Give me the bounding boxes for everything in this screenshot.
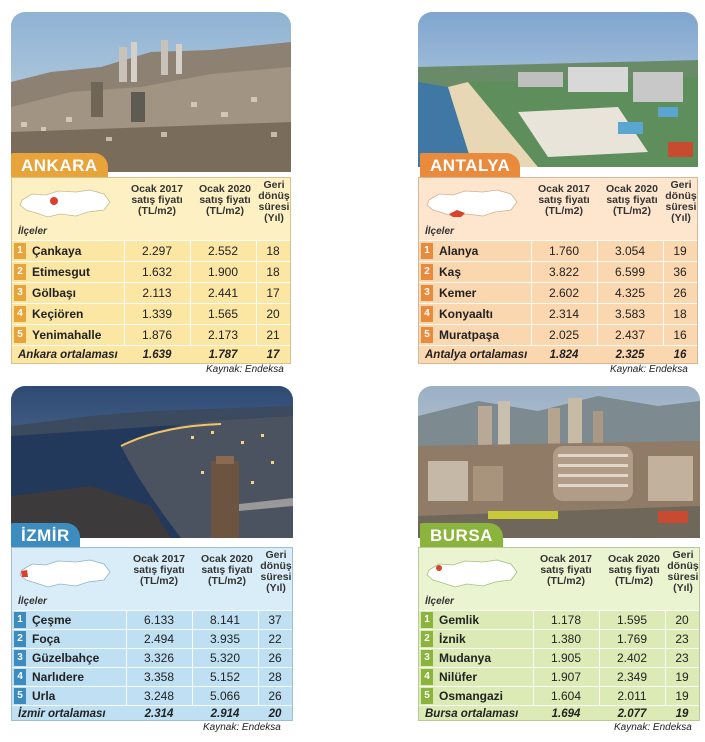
ilceler-label: İlçeler xyxy=(425,596,454,607)
city-title-ankara: ANKARA xyxy=(11,153,108,179)
col-2017-header: Ocak 2017 satış fiyatı (TL/m2) xyxy=(540,553,592,587)
table-header xyxy=(12,178,290,240)
turkey-map-icon xyxy=(425,186,520,222)
table-row: 2 Etimesgut 1.632 1.900 18 xyxy=(12,261,290,282)
table-rows xyxy=(12,240,290,366)
source-label: Kaynak: Endeksa xyxy=(206,364,284,375)
turkey-map-icon xyxy=(18,186,113,222)
table-row: 1 Gemlik 1.178 1.595 20 xyxy=(419,610,699,629)
col-2020-header: Ocak 2020 satış fiyatı (TL/m2) xyxy=(199,183,251,217)
table-row: 5 Yenimahalle 1.876 2.173 21 xyxy=(12,324,290,345)
table-rows xyxy=(419,610,699,724)
source-label: Kaynak: Endeksa xyxy=(203,722,281,733)
col-years-header: Geri dönüş süresi (Yıl) xyxy=(665,179,697,224)
table-row: 3 Güzelbahçe 3.326 5.320 26 xyxy=(12,648,292,667)
table-row: 3 Kemer 2.602 4.325 26 xyxy=(419,282,697,303)
average-row: Ankara ortalaması 1.639 1.787 17 xyxy=(12,345,290,366)
table-row: 1 Çeşme 6.133 8.141 37 xyxy=(12,610,292,629)
city-title-antalya: ANTALYA xyxy=(420,153,520,179)
average-row: Antalya ortalaması 1.824 2.325 16 xyxy=(419,345,697,366)
col-2017-header: Ocak 2017 satış fiyatı (TL/m2) xyxy=(131,183,183,217)
col-2017-header: Ocak 2017 satış fiyatı (TL/m2) xyxy=(538,183,590,217)
table-bursa xyxy=(418,547,700,721)
col-years-header: Geri dönüş süresi (Yıl) xyxy=(667,549,699,594)
table-row: 2 İznik 1.380 1.769 23 xyxy=(419,629,699,648)
city-photo-ankara xyxy=(11,12,291,172)
source-label: Kaynak: Endeksa xyxy=(610,364,688,375)
city-card-ankara xyxy=(11,12,291,380)
table-row: 1 Alanya 1.760 3.054 19 xyxy=(419,240,697,261)
source-label: Kaynak: Endeksa xyxy=(614,722,692,733)
table-row: 4 Nilüfer 1.907 2.349 19 xyxy=(419,667,699,686)
city-photo-bursa xyxy=(418,386,700,538)
table-row: 5 Osmangazi 1.604 2.011 19 xyxy=(419,686,699,705)
table-header xyxy=(12,548,292,610)
city-card-bursa xyxy=(418,386,700,740)
table-row: 2 Foça 2.494 3.935 22 xyxy=(12,629,292,648)
city-card-antalya xyxy=(418,12,698,380)
col-years-header: Geri dönüş süresi (Yıl) xyxy=(258,179,290,224)
city-title-izmir: İZMİR xyxy=(11,523,80,549)
table-row: 3 Gölbaşı 2.113 2.441 17 xyxy=(12,282,290,303)
table-row: 1 Çankaya 2.297 2.552 18 xyxy=(12,240,290,261)
table-izmir xyxy=(11,547,293,721)
table-row: 5 Muratpaşa 2.025 2.437 16 xyxy=(419,324,697,345)
ilceler-label: İlçeler xyxy=(18,596,47,607)
table-header xyxy=(419,548,699,610)
turkey-map-icon xyxy=(425,556,520,592)
table-row: 5 Urla 3.248 5.066 26 xyxy=(12,686,292,705)
ilceler-label: İlçeler xyxy=(425,226,454,237)
average-row: Bursa ortalaması 1.694 2.077 19 xyxy=(419,705,699,724)
ilceler-label: İlçeler xyxy=(18,226,47,237)
table-row: 4 Konyaaltı 2.314 3.583 18 xyxy=(419,303,697,324)
col-2017-header: Ocak 2017 satış fiyatı (TL/m2) xyxy=(133,553,185,587)
table-row: 3 Mudanya 1.905 2.402 23 xyxy=(419,648,699,667)
city-photo-antalya xyxy=(418,12,698,167)
col-years-header: Geri dönüş süresi (Yıl) xyxy=(260,549,292,594)
average-row: İzmir ortalaması 2.314 2.914 20 xyxy=(12,705,292,724)
table-ankara xyxy=(11,177,291,364)
table-row: 2 Kaş 3.822 6.599 36 xyxy=(419,261,697,282)
col-2020-header: Ocak 2020 satış fiyatı (TL/m2) xyxy=(608,553,660,587)
col-2020-header: Ocak 2020 satış fiyatı (TL/m2) xyxy=(201,553,253,587)
table-header xyxy=(419,178,697,240)
table-row: 4 Keçiören 1.339 1.565 20 xyxy=(12,303,290,324)
table-rows xyxy=(419,240,697,366)
table-antalya xyxy=(418,177,698,364)
city-photo-izmir xyxy=(11,386,293,538)
table-rows xyxy=(12,610,292,724)
col-2020-header: Ocak 2020 satış fiyatı (TL/m2) xyxy=(606,183,658,217)
turkey-map-icon xyxy=(18,556,113,592)
table-row: 4 Narlıdere 3.358 5.152 28 xyxy=(12,667,292,686)
city-card-izmir xyxy=(11,386,293,740)
city-title-bursa: BURSA xyxy=(420,523,503,549)
